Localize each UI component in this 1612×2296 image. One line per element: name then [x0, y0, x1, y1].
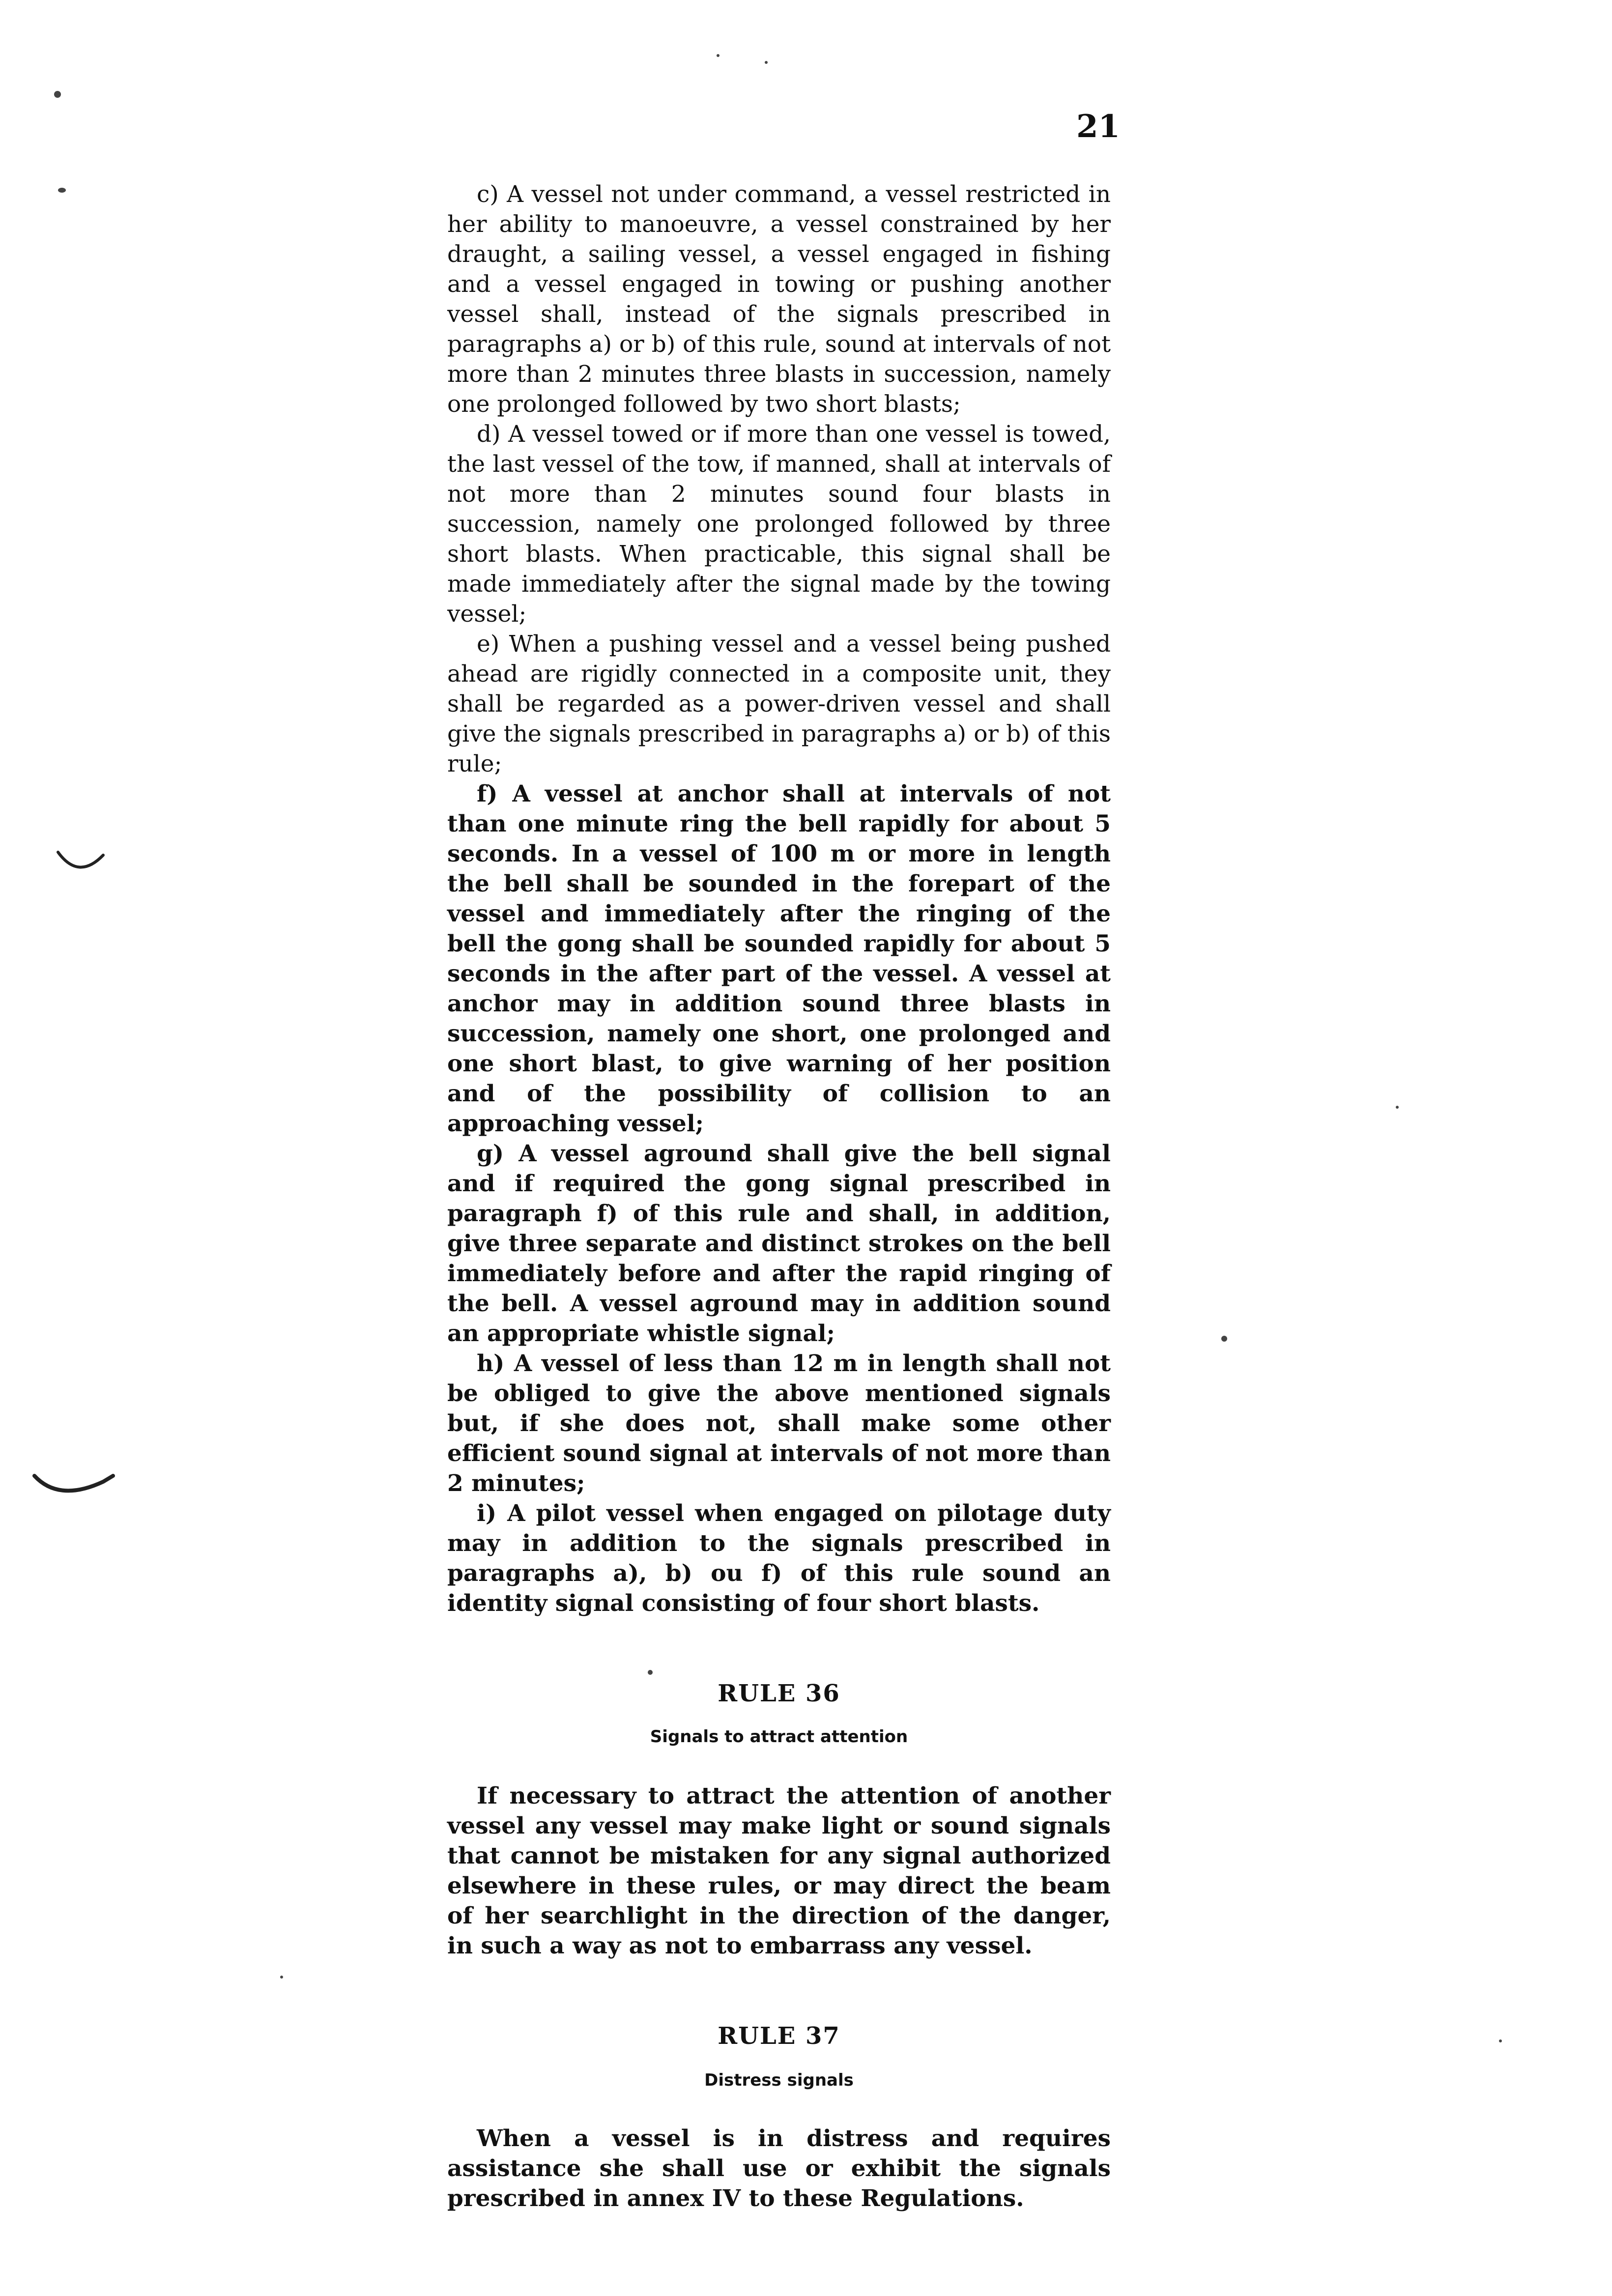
- scan-speck: [765, 61, 768, 64]
- scan-speck: [1396, 1106, 1399, 1109]
- rule-36-section: [447, 1680, 1111, 1747]
- scan-speck: [648, 1670, 653, 1675]
- paragraph-e: e) When a pushing vessel and a vessel being pushed ahead are rigidly connected in a composite unit, they shall be regarded as a power-driven vessel and shall give the signals prescribed in paragraphs a) or b) of this rule;: [447, 631, 1111, 777]
- page-number: 21: [1076, 108, 1121, 145]
- rule-37-subheading: Distress signals: [704, 2070, 854, 2090]
- scan-speck: [54, 91, 61, 98]
- rule-37-section: [447, 2022, 1111, 2090]
- scan-speck: [1221, 1336, 1227, 1342]
- binding-mark-lower: [29, 1467, 118, 1506]
- rule-37-heading: RULE 37: [718, 2022, 840, 2050]
- paragraph-i: i) A pilot vessel when engaged on pilotage duty may in addition to the signals prescribed in paragraphs a), b) ou f) of this rule sound an identity signal consisting of four short blasts.: [447, 1500, 1111, 1617]
- scan-speck: [280, 1976, 283, 1979]
- rule-36-heading: RULE 36: [718, 1680, 840, 1707]
- binding-mark-upper: [54, 845, 108, 880]
- scan-speck: [717, 54, 720, 57]
- paragraph-c: c) A vessel not under command, a vessel restricted in her ability to manoeuvre, a vessel constrained by her draught, a sailing vessel, a vessel engaged in fishing and a vessel engaged in towing or pushing another vessel shall, instead of the signals prescribed in paragraphs a) or b) of this rule, sound at intervals of not more than 2 minutes three blasts in succession, namely one prolonged followed by two short blasts;: [447, 181, 1111, 418]
- paragraph-d: d) A vessel towed or if more than one vessel is towed, the last vessel of the tow, if manned, shall at intervals of not more than 2 minutes sound four blasts in succession, namely one prolonged followed by three short blasts. When practicable, this signal shall be made immediately after the signal made by the towing vessel;: [447, 421, 1111, 628]
- scan-speck: [1499, 2039, 1502, 2042]
- paragraph-f: f) A vessel at anchor shall at intervals of not than one minute ring the bell rapidly for about 5 seconds. In a vessel of 100 m or more in length the bell shall be sounded in the forepart of the vessel and immediately after the ringing of the bell the gong shall be sounded rapidly for about 5 seconds in the after part of the vessel. A vessel at anchor may in addition sound three blasts in succession, namely one short, one prolonged and one short blast, to give warning of her position and of the possibility of collision to an approaching vessel;: [447, 780, 1111, 1137]
- rule-36-subheading: Signals to attract attention: [650, 1727, 908, 1747]
- paragraph-g: g) A vessel aground shall give the bell signal and if required the gong signal prescribed in paragraph f) of this rule and shall, in addition, give three separate and distinct strokes on the bell immediately before and after the rapid ringing of the bell. A vessel aground may in addition sound an appropriate whistle signal;: [447, 1140, 1111, 1347]
- text-column: [447, 179, 1111, 2213]
- paragraph-h: h) A vessel of less than 12 m in length shall not be obliged to give the above mentioned signals but, if she does not, shall make some other efficient sound signal at intervals of not more than 2 minutes;: [447, 1350, 1111, 1497]
- scan-speck: [58, 188, 66, 193]
- rule-36-body: If necessary to attract the attention of another vessel any vessel may make light or sound signals that cannot be mistaken for any signal authorized elsewhere in these rules, or may direct the beam of her searchlight in the direction of the danger, in such a way as not to embarrass any vessel.: [447, 1782, 1111, 1959]
- rule-37-body: When a vessel is in distress and requires assistance she shall use or exhibit the signals prescribed in annex IV to these Regulations.: [447, 2125, 1111, 2212]
